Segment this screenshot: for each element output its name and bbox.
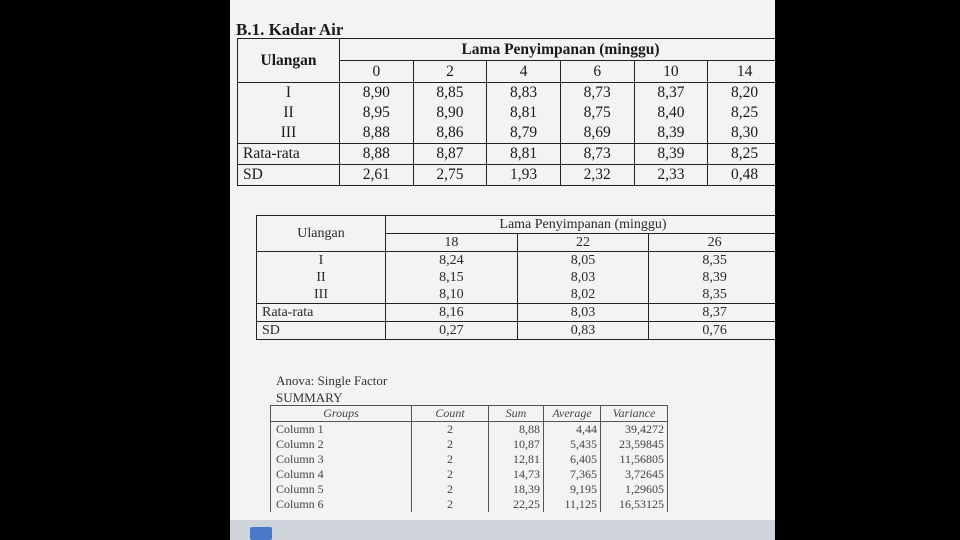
- table-cell: Column 3: [271, 452, 412, 467]
- table-cell: Column 4: [271, 467, 412, 482]
- table-cell: Column 5: [271, 482, 412, 497]
- table-cell: 2: [412, 497, 489, 512]
- table-row: [238, 103, 776, 123]
- week-header: 4: [487, 61, 561, 83]
- table-cell: 8,03: [517, 269, 649, 286]
- table-cell: 18,39: [489, 482, 544, 497]
- table-cell: 1,93: [487, 165, 561, 186]
- row-label: SD: [238, 165, 340, 186]
- row-header: Ulangan: [238, 39, 340, 83]
- week-header: 22: [517, 234, 649, 252]
- table-row: [257, 252, 776, 270]
- sd-row: [238, 165, 776, 186]
- mean-row: [257, 304, 776, 322]
- table-cell: 12,81: [489, 452, 544, 467]
- table-cell: 8,73: [560, 144, 634, 165]
- table-row: [271, 422, 668, 438]
- table-cell: 8,40: [634, 103, 708, 123]
- row-label: Rata-rata: [257, 304, 386, 322]
- app-icon[interactable]: [250, 527, 272, 540]
- row-header: Ulangan: [257, 216, 386, 252]
- table-cell: 8,79: [487, 123, 561, 144]
- table-cell: 8,81: [487, 103, 561, 123]
- week-header: 26: [649, 234, 775, 252]
- table-cell: 8,69: [560, 123, 634, 144]
- table-cell: 8,05: [517, 252, 649, 270]
- table-cell: 7,365: [544, 467, 601, 482]
- group-header: Lama Penyimpanan (minggu): [340, 39, 776, 61]
- table-row: [238, 123, 776, 144]
- table-cell: 4,44: [544, 422, 601, 438]
- table-row: [238, 83, 776, 104]
- column-header: Average: [544, 406, 601, 422]
- row-label: SD: [257, 322, 386, 340]
- table-cell: 8,88: [340, 123, 414, 144]
- table-cell: 2: [412, 437, 489, 452]
- row-label: II: [257, 269, 386, 286]
- section-heading: B.1. Kadar Air: [236, 20, 344, 39]
- table-cell: 0,83: [517, 322, 649, 340]
- row-label: Rata-rata: [238, 144, 340, 165]
- row-label: I: [257, 252, 386, 270]
- table-cell: 8,86: [413, 123, 487, 144]
- table-cell: 8,35: [649, 286, 775, 304]
- table-cell: 8,39: [649, 269, 775, 286]
- table-cell: 2,33: [634, 165, 708, 186]
- table-cell: 8,02: [517, 286, 649, 304]
- table-row: [271, 452, 668, 467]
- table-cell: 8,24: [386, 252, 518, 270]
- table-cell: 8,20: [708, 83, 775, 104]
- week-header: 14: [708, 61, 775, 83]
- table-cell: 14,73: [489, 467, 544, 482]
- table-row: [271, 467, 668, 482]
- table-cell: 8,75: [560, 103, 634, 123]
- moisture-table-2: [256, 215, 775, 340]
- table-cell: 8,35: [649, 252, 775, 270]
- table-cell: 16,53125: [601, 497, 668, 512]
- table-cell: 8,85: [413, 83, 487, 104]
- table-cell: Column 1: [271, 422, 412, 438]
- table-cell: 8,15: [386, 269, 518, 286]
- table-cell: 8,73: [560, 83, 634, 104]
- table-cell: 0,27: [386, 322, 518, 340]
- table-cell: Column 2: [271, 437, 412, 452]
- table-cell: 2: [412, 422, 489, 438]
- table-cell: 8,87: [413, 144, 487, 165]
- table-row: [271, 482, 668, 497]
- row-label: I: [238, 83, 340, 104]
- row-label: III: [257, 286, 386, 304]
- table-cell: 2,61: [340, 165, 414, 186]
- table-cell: 10,87: [489, 437, 544, 452]
- table-cell: 8,88: [340, 144, 414, 165]
- table-cell: 0,48: [708, 165, 775, 186]
- table-cell: 0,76: [649, 322, 775, 340]
- table-cell: 8,90: [413, 103, 487, 123]
- table-row: [257, 286, 776, 304]
- week-header: 18: [386, 234, 518, 252]
- table-cell: 8,25: [708, 144, 775, 165]
- table-cell: 3,72645: [601, 467, 668, 482]
- table-cell: 8,39: [634, 123, 708, 144]
- summary-label: SUMMARY: [276, 390, 343, 405]
- table-cell: 8,25: [708, 103, 775, 123]
- table-cell: 2: [412, 452, 489, 467]
- row-label: III: [238, 123, 340, 144]
- table-cell: 2: [412, 482, 489, 497]
- table-header-row: [271, 406, 668, 422]
- column-header: Count: [412, 406, 489, 422]
- table-cell: 8,90: [340, 83, 414, 104]
- table-cell: 8,37: [634, 83, 708, 104]
- table-cell: 23,59845: [601, 437, 668, 452]
- table-cell: 2: [412, 467, 489, 482]
- week-header: 2: [413, 61, 487, 83]
- table-cell: 8,16: [386, 304, 518, 322]
- column-header: Variance: [601, 406, 668, 422]
- table-cell: 11,56805: [601, 452, 668, 467]
- table-cell: 39,4272: [601, 422, 668, 438]
- table-row: [271, 497, 668, 512]
- table-cell: 8,39: [634, 144, 708, 165]
- anova-summary-table: [270, 405, 668, 512]
- table-cell: 8,03: [517, 304, 649, 322]
- table-cell: 1,29605: [601, 482, 668, 497]
- week-header: 6: [560, 61, 634, 83]
- moisture-table-1: [237, 38, 775, 186]
- row-label: II: [238, 103, 340, 123]
- table-cell: 8,81: [487, 144, 561, 165]
- table-cell: 11,125: [544, 497, 601, 512]
- table-cell: 5,435: [544, 437, 601, 452]
- table-cell: 22,25: [489, 497, 544, 512]
- table-cell: Column 6: [271, 497, 412, 512]
- week-header: 0: [340, 61, 414, 83]
- anova-title: Anova: Single Factor: [276, 373, 388, 388]
- column-header: Groups: [271, 406, 412, 422]
- table-cell: 8,88: [489, 422, 544, 438]
- table-row: [271, 437, 668, 452]
- table-cell: 8,30: [708, 123, 775, 144]
- table-cell: 8,95: [340, 103, 414, 123]
- taskbar: [230, 520, 775, 540]
- week-header: 10: [634, 61, 708, 83]
- column-header: Sum: [489, 406, 544, 422]
- table-row: [257, 269, 776, 286]
- table-cell: 2,32: [560, 165, 634, 186]
- mean-row: [238, 144, 776, 165]
- table-cell: 9,195: [544, 482, 601, 497]
- table-cell: 8,83: [487, 83, 561, 104]
- table-cell: 8,37: [649, 304, 775, 322]
- table-cell: 6,405: [544, 452, 601, 467]
- group-header: Lama Penyimpanan (minggu): [386, 216, 776, 234]
- table-cell: 2,75: [413, 165, 487, 186]
- table-cell: 8,10: [386, 286, 518, 304]
- sd-row: [257, 322, 776, 340]
- document-page: [230, 0, 775, 540]
